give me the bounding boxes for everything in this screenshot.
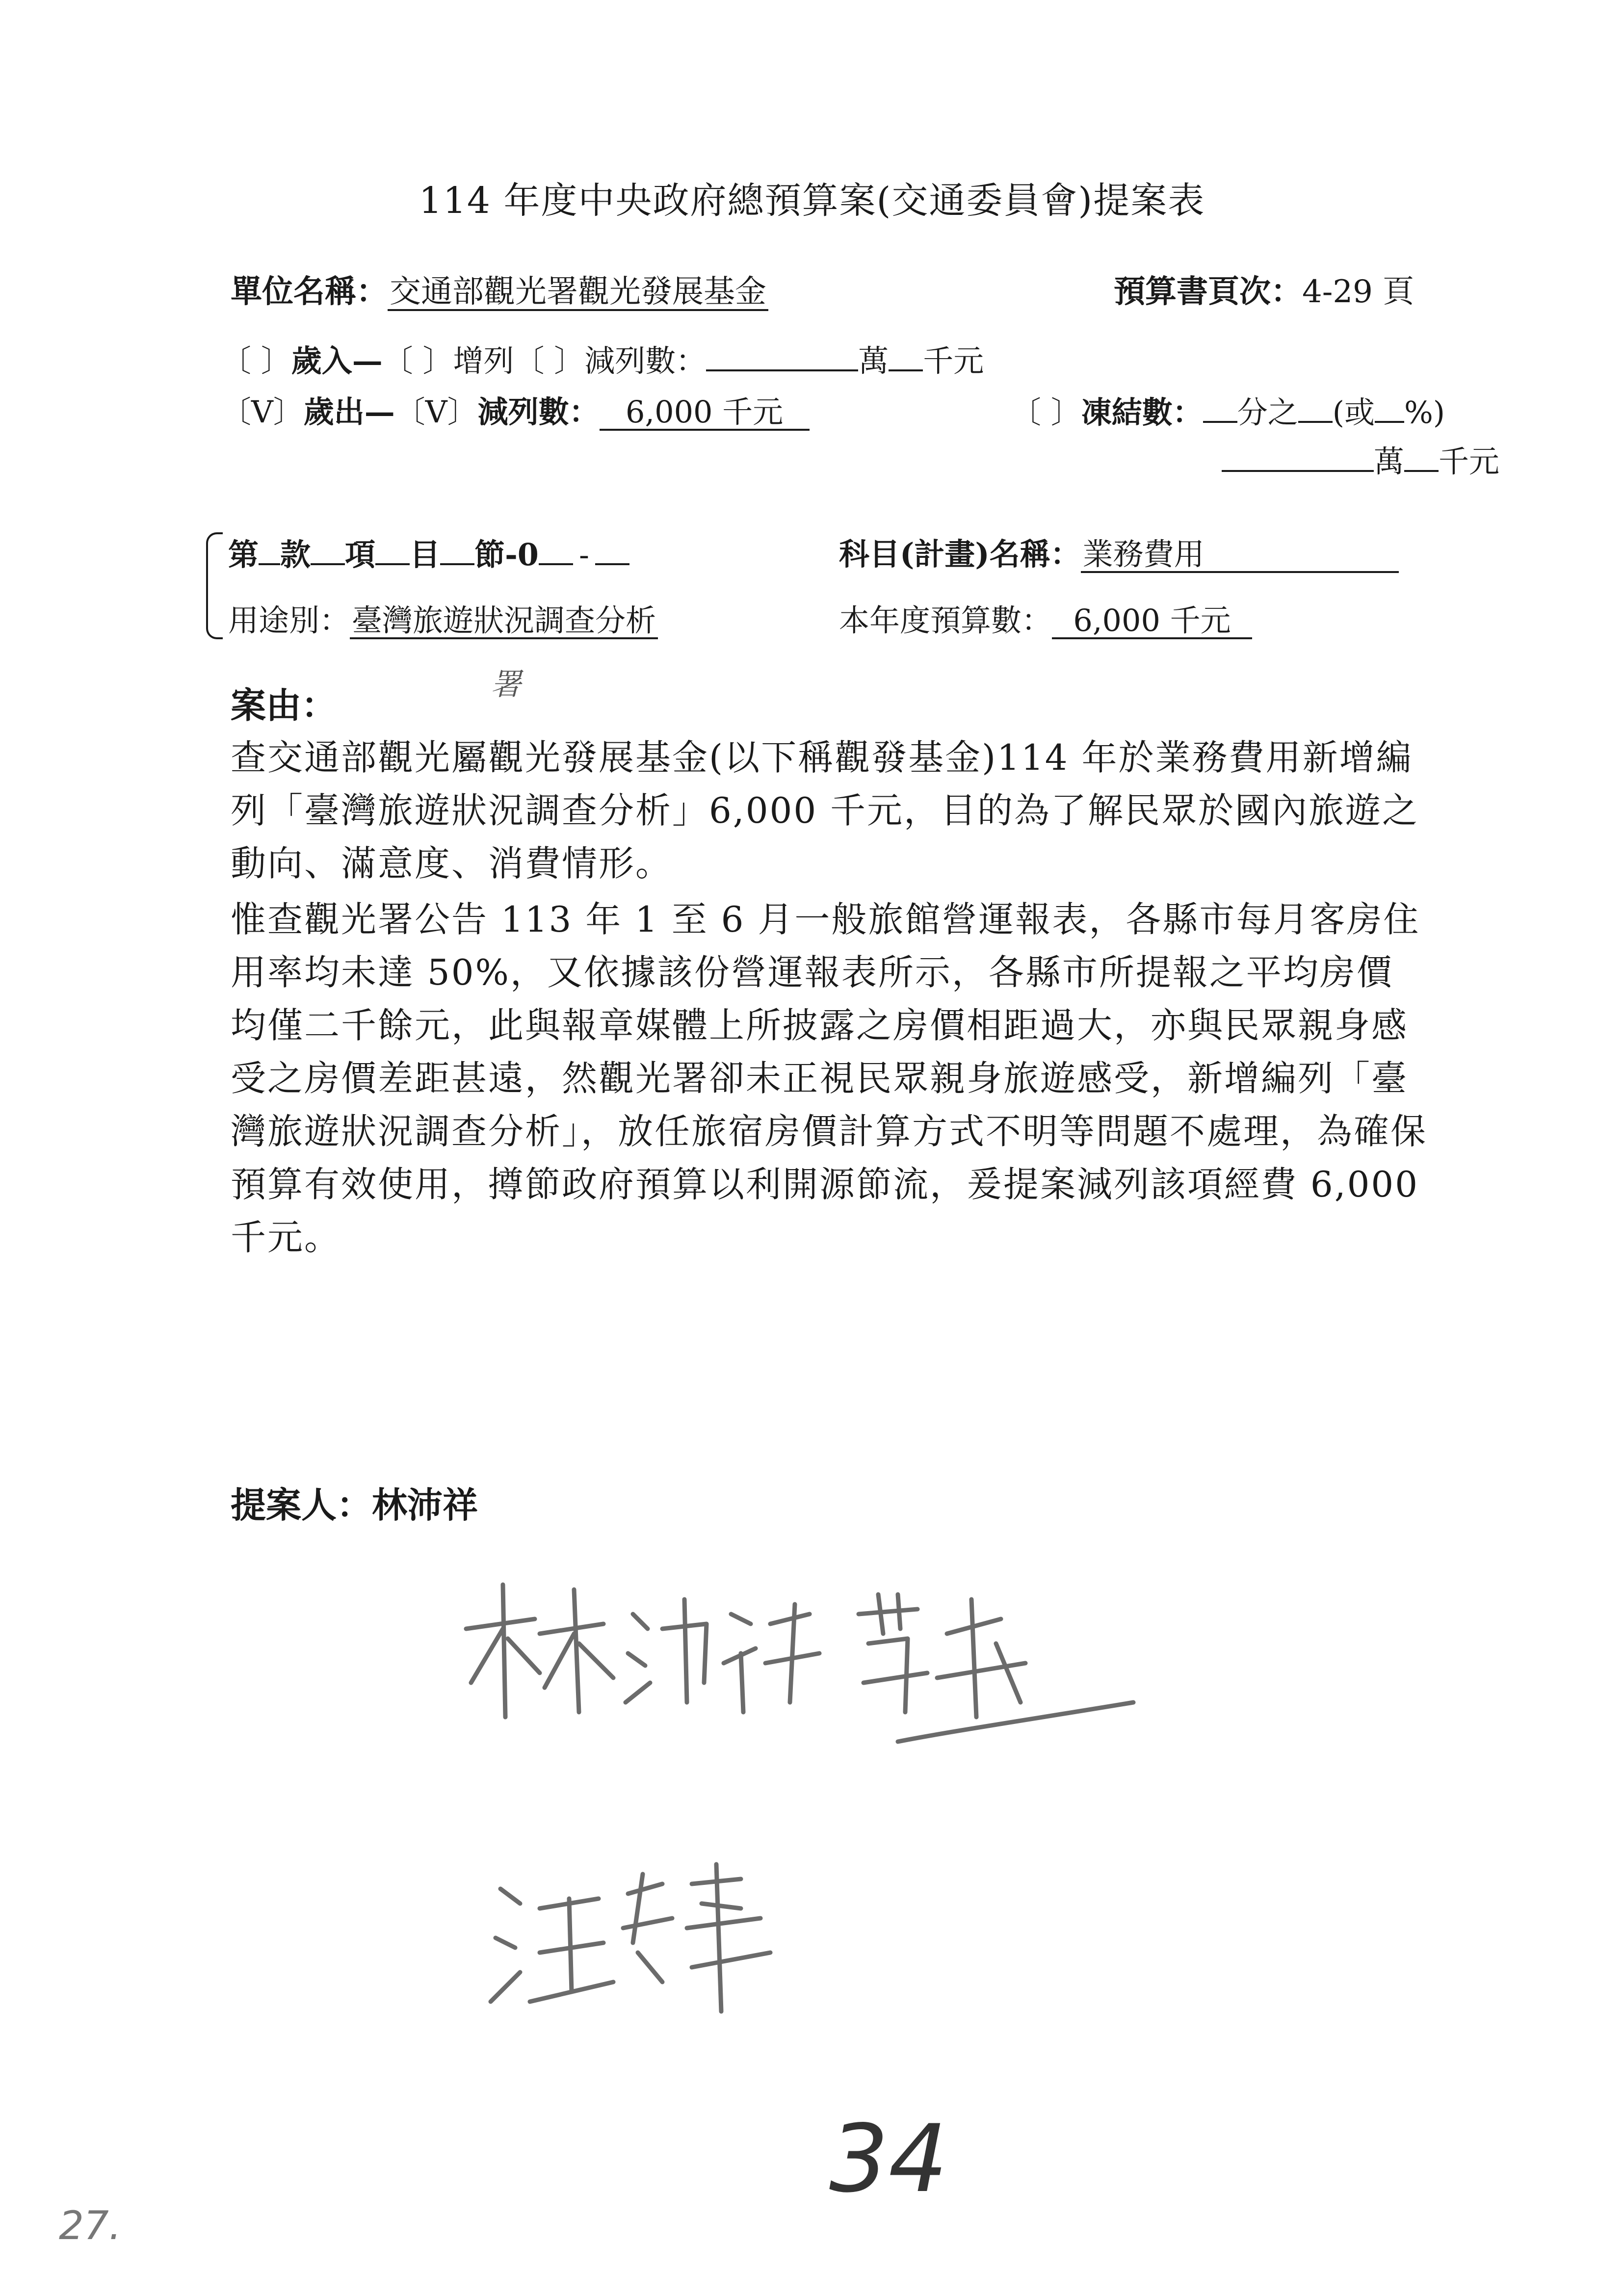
section-jie-blank bbox=[539, 535, 573, 565]
usage-label: 用途別： bbox=[228, 602, 350, 638]
section-jie: 節-0 bbox=[474, 537, 539, 573]
section-di: 第 bbox=[228, 537, 259, 573]
signature-wang bbox=[486, 1854, 790, 2031]
page-title: 114 年度中央政府總預算案(交通委員會)提案表 bbox=[419, 180, 1205, 222]
section-kuan: 款 bbox=[280, 537, 311, 573]
income-increase-checkbox: 〔 〕 bbox=[382, 343, 453, 379]
proposer-name: 林沛祥 bbox=[372, 1484, 478, 1526]
section-mu-blank bbox=[440, 535, 474, 565]
budget-amount-label: 本年度預算數： bbox=[839, 602, 1052, 638]
handwritten-corner-note: 27. bbox=[59, 2203, 122, 2248]
income-label: 歲入— bbox=[291, 343, 383, 379]
handwritten-correction: 署 bbox=[491, 666, 522, 702]
proposer-line bbox=[231, 1477, 478, 1528]
budget-amount-value: 6,000 千元 bbox=[1052, 604, 1252, 639]
reason-label: 案由： bbox=[231, 684, 337, 726]
freeze-qian-unit: 千元 bbox=[1439, 444, 1500, 479]
freeze-percent-label: %) bbox=[1404, 394, 1445, 430]
reason-paragraph-2: 惟查觀光署公告 113 年 1 至 6 月一般旅館營運報表，各縣市每月客房住用率均未達 50%，又依據該份營運報表所示，各縣市所提報之平均房價均僅二千餘元，此與報章媒體上所披露之房價相距過大，亦與民眾親身感受之房價差距甚遠，然觀光署卻未正視民眾親身旅遊感受，新增編列「臺灣旅遊狀況調查分析」，放任旅宿房價計算方式不明等問題不處理，為確保預算有效使用，撙節政府預算以利開源節流，爰提案減列該項經費 6,000 千元。 bbox=[231, 899, 1428, 1258]
unit-label: 單位名稱： bbox=[231, 273, 388, 310]
freeze-label: 凍結數： bbox=[1081, 394, 1203, 430]
proposer-label: 提案人： bbox=[231, 1484, 372, 1526]
reason-paragraph-1: 查交通部觀光屬觀光發展基金(以下稱觀發基金)114 年於業務費用新增編列「臺灣旅遊狀況調查分析」6,000 千元，目的為了解民眾於國內旅遊之動向、滿意度、消費情形。 bbox=[231, 737, 1419, 884]
income-decrease-checkbox: 〔 〕 bbox=[514, 343, 585, 379]
expense-checkbox: 〔V〕 bbox=[221, 394, 304, 430]
freeze-line bbox=[1011, 392, 1445, 432]
subject-line bbox=[839, 535, 1399, 574]
section-xiang: 項 bbox=[345, 537, 376, 573]
freeze-wan-unit: 萬 bbox=[1374, 444, 1405, 479]
income-qian-unit: 千元 bbox=[923, 343, 984, 379]
budget-page-line bbox=[1114, 272, 1414, 312]
subject-value: 業務費用 bbox=[1081, 538, 1399, 573]
freeze-fen-label: 分之 bbox=[1237, 394, 1298, 430]
section-kuan-blank bbox=[311, 535, 345, 565]
expense-decrease-label: 減列數： bbox=[477, 394, 600, 430]
freeze-or-label: (或 bbox=[1332, 394, 1375, 430]
income-line bbox=[221, 341, 984, 381]
expense-decrease-value: 6,000 千元 bbox=[600, 395, 810, 431]
expense-decrease-checkbox: 〔V〕 bbox=[394, 394, 478, 430]
freeze-amount-blank bbox=[1222, 442, 1374, 472]
freeze-amount-line bbox=[1222, 442, 1499, 481]
freeze-percent-blank bbox=[1375, 392, 1404, 423]
income-amount-blank bbox=[706, 341, 858, 371]
section-di-blank bbox=[259, 535, 280, 565]
section-dash: - bbox=[578, 537, 589, 573]
income-wan-unit: 萬 bbox=[858, 343, 889, 379]
income-increase-label: 增列 bbox=[453, 343, 514, 379]
budget-amount-line bbox=[839, 601, 1252, 640]
budget-page-label: 預算書頁次： bbox=[1114, 273, 1302, 310]
freeze-wan-blank bbox=[1404, 442, 1439, 472]
expense-line bbox=[221, 392, 810, 432]
section-bracket bbox=[206, 532, 223, 639]
subject-label: 科目(計畫)名稱： bbox=[839, 536, 1081, 572]
freeze-checkbox: 〔 〕 bbox=[1011, 394, 1081, 430]
handwritten-page-number: 34 bbox=[829, 2105, 948, 2213]
freeze-denominator-blank bbox=[1298, 392, 1333, 423]
section-end-blank bbox=[595, 535, 629, 565]
signature-lin-peixiang bbox=[456, 1555, 1143, 1761]
income-checkbox: 〔 〕 bbox=[221, 343, 291, 379]
usage-value: 臺灣旅遊狀況調查分析 bbox=[350, 604, 658, 639]
expense-label: 歲出— bbox=[303, 394, 395, 430]
section-mu: 目 bbox=[410, 537, 441, 573]
unit-value: 交通部觀光署觀光發展基金 bbox=[388, 275, 768, 311]
income-wan-blank bbox=[889, 341, 923, 371]
usage-line bbox=[228, 601, 658, 640]
unit-line bbox=[231, 272, 768, 312]
freeze-numerator-blank bbox=[1203, 392, 1237, 423]
section-xiang-blank bbox=[375, 535, 410, 565]
budget-page-value: 4-29 頁 bbox=[1302, 274, 1414, 310]
income-decrease-label: 減列數： bbox=[584, 343, 707, 379]
section-line bbox=[228, 535, 629, 574]
